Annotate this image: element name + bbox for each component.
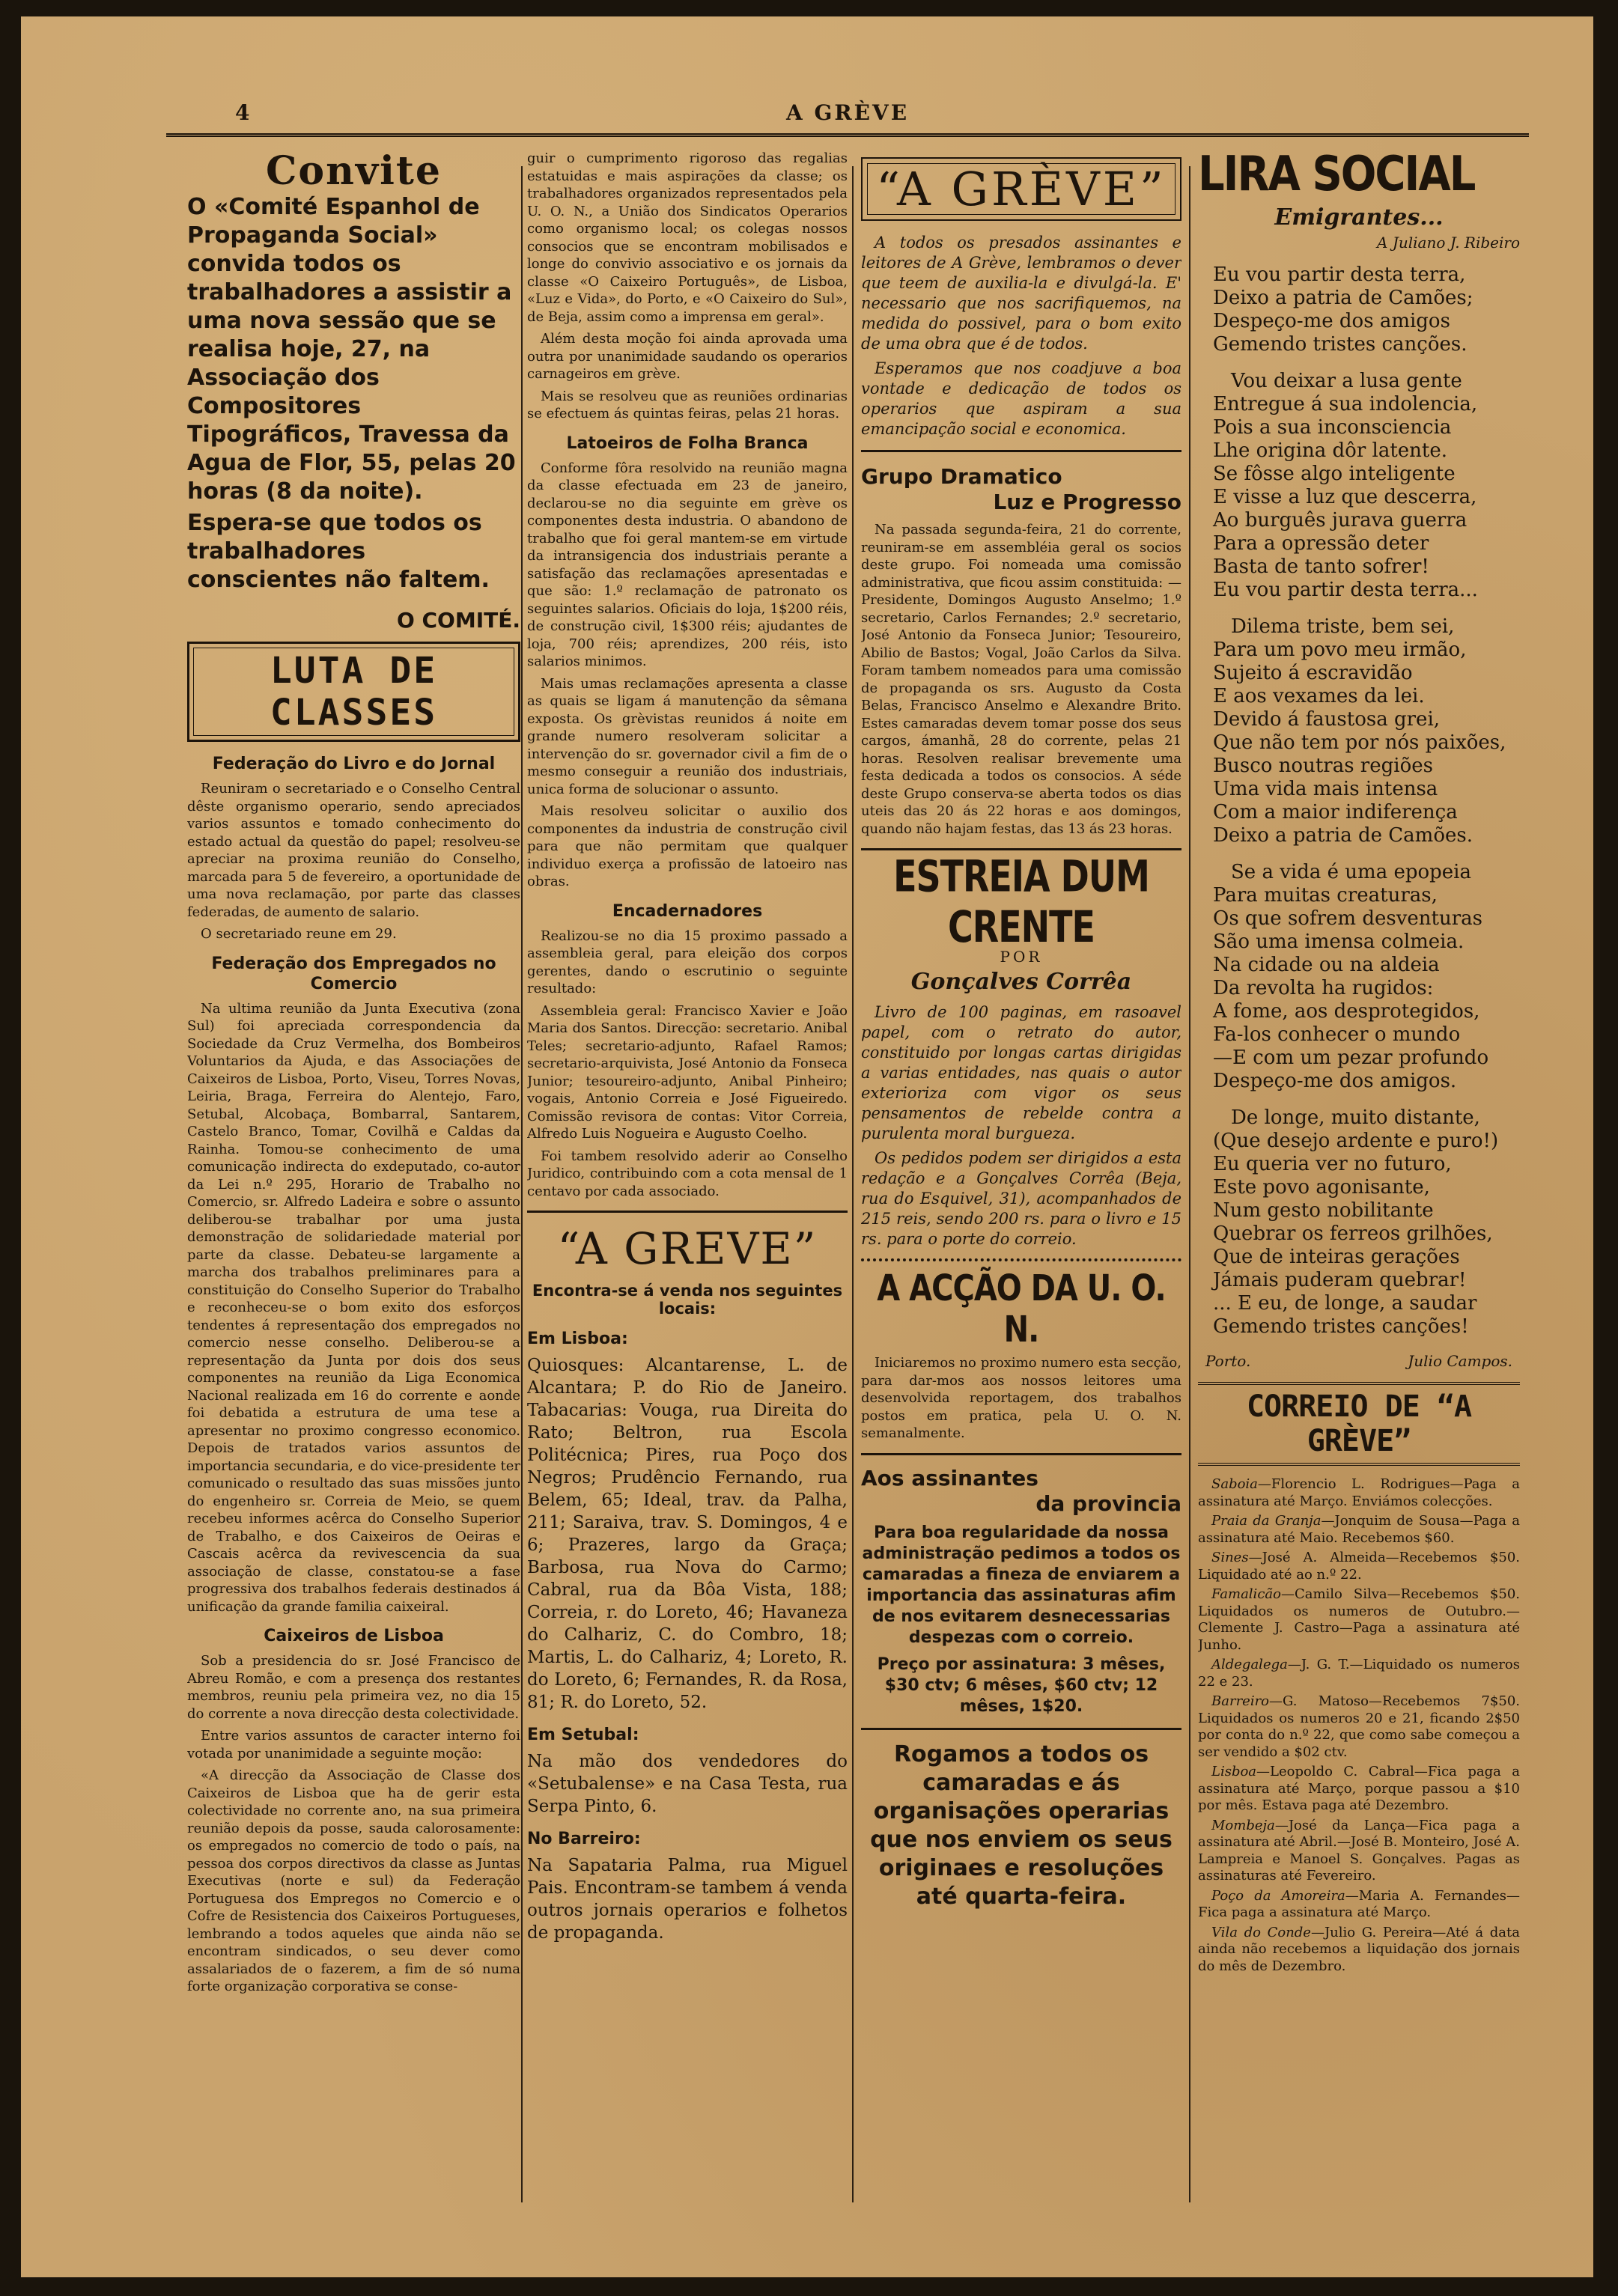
caixeiros-paragraph: Sob a presidencia do sr. José Francisco de Abreu Romão, e com a presença dos restantes membros, reuniu pela primeira vez, no dia 15 do corrente a nova direcção desta colectividade. (187, 1653, 520, 1722)
poem-verse: (Que desejo ardente e puro!) (1213, 1130, 1499, 1152)
setubal-title: Em Setubal: (527, 1726, 639, 1744)
latoeiros-paragraph: Conforme fôra resolvido na reunião magna da classe efectuada em 23 de janeiro, declarou-se no dia seguinte em grève os componentes desta industria. O abandono de trabalho que foi geral mantem-se em virtude da intransigencia dos industriais perante a satisfação das reclamações apresentadas e que são: 1.º reclamação de patronato os seguintes salarios. Oficiais do loja, 1$200 réis, de construção civil, 1$300 réis; ajudantes de loja, 700 réis; aprendizes, 200 réis, isto salarios minimos. (527, 460, 848, 669)
poem-stanza (1213, 370, 1520, 602)
poem-verse: A fome, aos desprotegidos, (1213, 1000, 1480, 1023)
correio-entry (1198, 1657, 1520, 1690)
newspaper-title: A GRÈVE (785, 100, 910, 125)
poem-verse: Despeço-me dos amigos (1213, 310, 1450, 332)
greve-notice-header: “A GRÈVE” (861, 157, 1181, 221)
encadernadores-paragraph: Assembleia geral: Francisco Xavier e João Maria dos Santos. Direcção: secretario. Anibal Teles; secretario-adjunto, Rafael Ramos; secretario-arquivista, José Antonio da Fonseca Junior; tesoureiro-adjunto, Anibal Pinheiro; vogais, Antonio Correia e José Figueiredo. Comissão revisora de contas: Vitor Correia, Alfredo Luis Nogueira e Augusto Coelho. (527, 1002, 848, 1142)
encadernadores-paragraph: Foi tambem resolvido aderir ao Conselho Juridico, contribuindo com a cota mensal de 1 centavo por cada associado. (527, 1148, 848, 1199)
correio-entry (1198, 1550, 1520, 1583)
correio-entry (1198, 1513, 1520, 1547)
caixeiros-paragraph: Entre varios assuntos de caracter interno foi votada por unanimidade a seguinte moção: (187, 1728, 520, 1761)
assinantes-subtitle: da provincia (1035, 1490, 1181, 1516)
caixeiros-continuation: Além desta moção foi ainda aprovada uma outra por unanimidade saudando os operarios carnageiros em grève. (527, 331, 848, 382)
poem-verse: Eu vou partir desta terra... (1213, 579, 1478, 601)
poem-verse: Se fôsse algo inteligente (1213, 463, 1456, 485)
correio-entry (1198, 1888, 1520, 1922)
lira-social-title: LIRA SOCIAL (1198, 150, 1475, 202)
poem-verse: Num gesto nobilitante (1213, 1199, 1434, 1222)
fed-comercio-title: Federação dos Empregados no Comercio (211, 954, 496, 993)
column-rule (1189, 166, 1190, 2202)
poem-verse: Que não tem por nós paixões, (1213, 731, 1506, 754)
fed-comercio-paragraph: Na ultima reunião da Junta Executiva (zona Sul) foi apreciada correspondencia da Sociedade da Cruz Vermelha, dos Bombeiros Voluntarios da Ajuda, e das Associações de Caixeiros de Lisboa, Porto, Viseu, Torres Novas, Leiria, Braga, Ferreira do Alentejo, Faro, Setubal, Alcobaça, Bombarral, Santarem, Castelo Branco, Tomar, Covilhã e Caldas da Rainha. Tomou-se conhecimento de uma comunicação indirecta do exdeputado, co-autor da Lei n.º 295, Horario de Trabalho no Comercio, sr. Alfredo Ladeira e sobre o assunto deliberou-se trabalhar por uma justa demonstração de solidariedade material por parte da classe. Debateu-se largamente a marcha dos trabalhos preliminares para a constituição do Conselho Superior do Trabalho e reconheceu-se o bom exito dos esforços tendentes á representação dos empregados no comercio nesse conselho. Deliberou-se a representação da Junta por dois dos seus componentes na reunião da Liga Economica Nacional realizada em 16 do corrente e aonde foi debatida a estrutura de uma tese a apresentar no proximo congresso economico. Depois de tratados varios assuntos de importancia secundaria, e do vice-presidente ter comunicado o resultado das suas missões junto do engenheiro sr. Correia de Meio, se quem recebeu informes acêrca do Conselho Superior de Trabalho, e dos Caixeiros de Oeiras e Cascais acêrca da revivescencia da sua associação de classe, constatou-se a fase progressiva dos trabalhos federais destinados á unificação da grande familia caixeiral. (187, 1000, 520, 1615)
poem-verse: Pois a sua inconsciencia (1213, 416, 1452, 439)
masthead (166, 96, 1529, 137)
poem-verse: Para a opressão deter (1213, 532, 1429, 555)
assinantes-title: Aos assinantes (861, 1465, 1038, 1490)
poem-verse: E aos vexames da lei. (1213, 685, 1425, 707)
accao-uon-title: A ACÇÃO DA U. O. N. (877, 1267, 1166, 1351)
greve-notice-paragraph: A todos os presados assinantes e leitores de A Grève, lembramos o dever que teem de auxilia-la e divulgá-la. E' necessario que nos sacrifiquemos, na medida do possivel, para o bom exito de uma obra que é de todos. (861, 234, 1181, 353)
poem-verse: Com a maior indiferença (1213, 801, 1458, 823)
correio-text: —José da Lança—Fica paga a assinatura até Abril.—José B. Monteiro, José A. Lampreia e Manoel S. Gonçalves. Pagas as assinaturas até Fevereiro. (1198, 1817, 1520, 1884)
caixeiros-continuation: guir o cumprimento rigoroso das regalias estatuidas e mais aspirações da classe; os trabalhadores organizados representados pela U. O. N., a União dos Sindicatos Operarios como organismo local; os colegas nossos consocios que se encontram mobilisados e longe do convivio associativo e os jornais da classe «O Caixeiro Português», de Lisboa, «Luz e Vida», do Porto, e «O Caixeiro do Sul», de Beja, assim como a imprensa em geral». (527, 150, 848, 325)
poem-title: Emigrantes... (1274, 204, 1444, 231)
estreia-paragraph: Livro de 100 paginas, em rasoavel papel, com o retrato do autor, constituido por longas cartas dirigidas a varias entidades, nas quais o autor exterioriza com vigor os seus pensamentos de rebelde contra a purulenta moral burgueza. (861, 1003, 1181, 1142)
convite-title: Convite (266, 150, 442, 194)
assinantes-prices: Preço por assinatura: 3 mêses, $30 ctv; 6 mêses, $60 ctv; 12 mêses, 1$20. (877, 1654, 1166, 1716)
poem-verse: Deixo a patria de Camões; (1213, 287, 1473, 309)
accao-uon-paragraph: Iniciaremos no proximo numero esta secção, para dar-mos aos nossos leitores uma desenvolvida reportagem, dos trabalhos postos em pratica, pela U. O. N. semanalmente. (861, 1355, 1181, 1441)
poem-verse: Sujeito á escravidão (1213, 662, 1413, 684)
poem-stanza (1213, 264, 1520, 356)
poem-verse: Gemendo tristes canções. (1213, 333, 1468, 356)
correio-entry (1198, 1693, 1520, 1761)
column-1 (187, 150, 520, 2193)
page-number: 4 (235, 100, 250, 125)
newspaper-page (21, 16, 1593, 2277)
poem-verse: São uma imensa colmeia. (1213, 931, 1465, 953)
correio-entry (1198, 1818, 1520, 1885)
fed-livro-title: Federação do Livro e do Jornal (212, 755, 496, 773)
encadernadores-paragraph: Realizou-se no dia 15 proximo passado a assembleia geral, para eleição dos corpos gerentes, dando o escrutinio o seguinte resultado: (527, 928, 848, 996)
grupo-dramatico-subtitle: Luz e Progresso (993, 490, 1181, 514)
poem-signature (1205, 1352, 1512, 1370)
poem-verse: Os que sofrem desventuras (1213, 907, 1482, 930)
correio-entry (1198, 1476, 1520, 1510)
correio-text: —José A. Almeida—Recebemos $50. Liquidado até ao n.º 22. (1198, 1550, 1520, 1583)
convite-signature: O COMITÉ. (396, 608, 520, 633)
poem-stanza (1213, 1106, 1520, 1339)
poem-verse: Jámais puderam quebrar! (1213, 1269, 1467, 1291)
grupo-dramatico-paragraph: Na passada segunda-feira, 21 do corrente, reuniram-se em assembléia geral os socios deste grupo. Foi nomeada uma comissão administrativa, que ficou assim constituida: — Presidente, Domingos Augusto Anselmo; 1.º secretario, Carlos Fernandes; 2.º secretario, José Antonio da Fonseca Junior; Tesoureiro, Abilio de Bastos; Vogal, João Carlos da Silva. Foram tambem nomeados para uma comissão de propaganda os srs. Augusto da Costa Belas, Francisco Anselmo e Alexandre Brito. Estes camaradas devem tomar posse dos seus cargos, ámanhã, 28 do corrente, pelas 21 horas. Resolven realisar brevemente uma festa dedicada a todos os consocios. A séde deste Grupo conserva-se aberta todos os dias uteis das 20 ás 22 horas e aos domingos, quando não hajam festas, das 13 ás 23 horas. (861, 522, 1181, 837)
correio-text: —G. Matoso—Recebemos 7$50. Liquidados os numeros 20 e 21, ficando 2$50 por conta do n.º 22, que como sabe começou a ser vendido a $02 ctv. (1198, 1693, 1520, 1760)
poem-verse: Da revolta ha rugidos: (1213, 977, 1434, 999)
poem-verse: Fa-los conhecer o mundo (1213, 1023, 1461, 1046)
column-rule (521, 166, 523, 2202)
convite-text: O «Comité Espanhol de Propaganda Social» convida todos os trabalhadores a assistir a uma nova sessão que se realisa hoje, 27, na Associação dos Compositores Tipográficos, Travessa da Agua de Flor, 55, pelas 20 horas (8 da noite). (187, 194, 516, 505)
correio-text: —Julio G. Pereira—Até á data ainda não recebemos a liquidação dos jornais do mês de Dezembro. (1198, 1924, 1520, 1974)
correio-place: Aldegalega (1211, 1657, 1288, 1672)
poem-stanza (1213, 615, 1520, 847)
correio-text: —Florencio L. Rodrigues—Paga a assinatura até Março. Enviámos colecções. (1198, 1476, 1520, 1509)
estreia-paragraph: Os pedidos podem ser dirigidos a esta redação e a Gonçalves Corrêa (Beja, rua do Esquivel, 31), acompanhados de 215 reis, sendo 200 rs. para o livro e 15 rs. para o porte do correio. (861, 1149, 1181, 1248)
caixeiros-motion: «A direcção da Associação de Classe dos Caixeiros de Lisboa que ha de gerir esta colectividade no corrente ano, na sua primeira reunião depois da posse, sauda calorosamente: os empregados no comercio de todo o país, na pessoa dos corpos directivos da classe as Juntas Executivas (norte e sul) da Federação Portuguesa dos Empregos no Comercio e o Cofre de Resistencia dos Caixeiros Portugueses, lembrando a todos aqueles que ainda não se encontram sindicados, o seu dever como assalariados de o fazerem, a fim de só numa forte organização corporativa se conse- (187, 1767, 520, 1994)
poem-place: Porto. (1205, 1352, 1251, 1370)
poem-verse: Despeço-me dos amigos. (1213, 1070, 1457, 1092)
latoeiros-paragraph: Mais umas reclamações apresenta a classe as quais se ligam á manutenção da sêmana exposta. Os grèvistas reunidos á noite em grande numero resolveram solicitar a intervenção do sr. governador civil a fim de o mesmo conseguir a reunião dos industriais, unica forma de solucionar o assunto. (527, 675, 848, 797)
correio-place: Mombeja (1211, 1817, 1275, 1833)
greve-notice-paragraph: Esperamos que nos coadjuve a boa vontade e dedicação de todos os operarios que aspiram a sua emancipação social e economica. (861, 359, 1181, 438)
ornamental-divider (861, 1258, 1181, 1261)
column-3 (861, 150, 1181, 2193)
poem-verse: Busco noutras regiões (1213, 755, 1433, 777)
estreia-title: ESTREIA DUM CRENTE (893, 850, 1149, 952)
latoeiros-title: Latoeiros de Folha Branca (566, 433, 809, 453)
poem-verse: Devido á faustosa grei, (1213, 708, 1441, 731)
column-2 (527, 150, 848, 2193)
latoeiros-paragraph: Mais resolveu solicitar o auxilio dos componentes da industria de construção civil para que não permitam que qualquer individuo exerça a profissão de latoeiro nas obras. (527, 803, 848, 889)
luta-de-classes-header: LUTA DE CLASSES (187, 642, 520, 742)
lisboa-title: Em Lisboa: (527, 1330, 628, 1348)
poem-author: Julio Campos. (1408, 1352, 1512, 1370)
correio-entry (1198, 1764, 1520, 1815)
estreia-por: POR (1000, 948, 1043, 966)
poem-verse: Quebrar os ferreos grilhões, (1213, 1222, 1493, 1245)
grupo-dramatico-title: Grupo Dramatico (861, 464, 1062, 489)
poem-verse: Para um povo meu irmão, (1213, 639, 1467, 661)
poem-verse: Eu queria ver no futuro, (1213, 1153, 1452, 1175)
poem-verse: Na cidade ou na aldeia (1213, 954, 1440, 976)
poem-verse: Eu vou partir desta terra, (1213, 264, 1466, 286)
correio-place: Saboia (1211, 1476, 1258, 1492)
correio-text: —Leopoldo C. Cabral—Fica paga a assinatura até Março, porque passou a $10 por mês. Estava paga até Dezembro. (1198, 1764, 1520, 1813)
correio-entry (1198, 1925, 1520, 1976)
poem-verse: Deixo a patria de Camões. (1213, 824, 1473, 847)
setubal-locations: Na mão dos vendedores do «Setubalense» e na Casa Testa, rua Serpa Pinto, 6. (527, 1752, 848, 1816)
poem-verse: Lhe origina dôr latente. (1213, 439, 1448, 462)
poem-verse: ... E eu, de longe, a saudar (1213, 1292, 1477, 1315)
fed-livro-paragraph: Reuniram o secretariado e o Conselho Central dêste organismo operario, sendo apreciados varios assuntos e tomado conhecimento do estado actual da questão do papel; resolveu-se apreciar na proxima reunião do Conselho, marcada para 5 de fevereiro, a oportunidade de uma nova reclamação, por parte das classes federadas, de aumento de salario. (187, 781, 520, 920)
poem-verse: Este povo agonisante, (1213, 1176, 1430, 1199)
rogamos-notice: Rogamos a todos os camaradas e ás organisações operarias que nos enviem os seus originaes e resoluções até quarta-feira. (870, 1741, 1173, 1910)
divider (527, 1211, 848, 1213)
greve-sale-subtitle: Encontra-se á venda nos seguintes locais: (532, 1282, 843, 1318)
correio-place: Sines (1211, 1550, 1249, 1565)
caixeiros-title: Caixeiros de Lisboa (264, 1627, 444, 1645)
divider (861, 450, 1181, 452)
correio-text: —Maria A. Fernandes—Fica paga a assinatura até Março. (1198, 1887, 1520, 1920)
correio-place: Barreiro (1211, 1693, 1270, 1709)
poem-verse: Entregue á sua indolencia, (1213, 393, 1478, 415)
convite-appeal: Espera-se que todos os trabalhadores conscientes não faltem. (187, 510, 490, 593)
poem-verse: Ao burguês jurava guerra (1213, 509, 1468, 532)
correio-place: Poço da Amoreira (1211, 1887, 1345, 1904)
poem-verse: Para muitas creaturas, (1213, 884, 1438, 907)
correio-text: —Camilo Silva—Recebemos $50. Liquidados os numeros de Outubro.—Clemente J. Castro—Paga a assinatura até Junho. (1198, 1586, 1520, 1653)
correio-place: Vila do Conde (1211, 1924, 1311, 1940)
estreia-author: Gonçalves Corrêa (910, 969, 1132, 995)
correio-place: Praia da Granja (1211, 1513, 1322, 1529)
barreiro-title: No Barreiro: (527, 1830, 641, 1848)
divider (861, 1453, 1181, 1455)
assinantes-paragraph: Para boa regularidade da nossa administração pedimos a todos os camaradas a fineza de enviarem a importancia das assinaturas afim de nos evitarem desnecessarias despezas com o correio. (862, 1523, 1181, 1647)
poem-verse: Que de inteiras gerações (1213, 1246, 1460, 1268)
column-4 (1198, 150, 1520, 2193)
lisboa-locations: Quiosques: Alcantarense, L. de Alcantara; P. do Rio de Janeiro. Tabacarias: Vouga, rua Direita do Rato; Beltron, rua Escola Politécnica; Pires, rua Poço dos Negros; Prudêncio Fernando, rua Belem, 65; Ideal, trav. da Palha, 211; Saraiva, trav. S. Domingos, 4 e 6; Prazeres, largo da Graça; Barbosa, rua Nova do Carmo; Cabral, rua da Bôa Vista, 188; Correia, r. do Loreto, 46; Havaneza do Calhariz, C. do Combro, 18; Martis, L. do Calhariz, 4; Loreto, R. do Loreto, 6; Fernandes, R. da Rosa, 81; R. do Loreto, 52. (527, 1356, 848, 1712)
poem-verse: Vou deixar a lusa gente (1231, 370, 1462, 392)
correio-place: Famalicão (1211, 1586, 1281, 1602)
poem-verse: Basta de tanto sofrer! (1213, 555, 1429, 578)
poem-verse: Gemendo tristes canções! (1213, 1315, 1469, 1338)
correio-text: —Jonquim de Sousa—Paga a assinatura até Maio. Recebemos $60. (1198, 1513, 1520, 1546)
poem-verse: —E com um pezar profundo (1213, 1047, 1489, 1069)
correio-text: —J. G. T.—Liquidado os numeros 22 e 23. (1198, 1657, 1520, 1690)
column-rule (852, 166, 854, 2202)
poem-verse: Uma vida mais intensa (1213, 778, 1438, 800)
fed-livro-paragraph: O secretariado reune em 29. (201, 926, 397, 942)
greve-sale-header: “A GREVE” (557, 1223, 818, 1274)
correio-list (1198, 1476, 1520, 1975)
caixeiros-continuation: Mais se resolveu que as reuniões ordinarias se efectuem ás quintas feiras, pelas 21 horas. (527, 388, 848, 421)
barreiro-locations: Na Sapataria Palma, rua Miguel Pais. Encontram-se tambem á venda outros jornais operarios e folhetos de propaganda. (527, 1856, 848, 1943)
poem-verse: Se a vida é uma epopeia (1231, 861, 1471, 883)
poem-verse: E visse a luz que descerra, (1213, 486, 1477, 508)
poem-body (1198, 264, 1520, 1339)
encadernadores-title: Encadernadores (612, 901, 763, 921)
correio-title: CORREIO DE “A GRÈVE” (1198, 1382, 1520, 1466)
poem-verse: De longe, muito distante, (1231, 1106, 1480, 1129)
correio-entry (1198, 1586, 1520, 1654)
divider (861, 1728, 1181, 1730)
poem-verse: Dilema triste, bem sei, (1231, 615, 1455, 638)
correio-place: Lisboa (1211, 1764, 1257, 1779)
poem-stanza (1213, 861, 1520, 1093)
poem-dedication: A Juliano J. Ribeiro (1377, 234, 1520, 252)
